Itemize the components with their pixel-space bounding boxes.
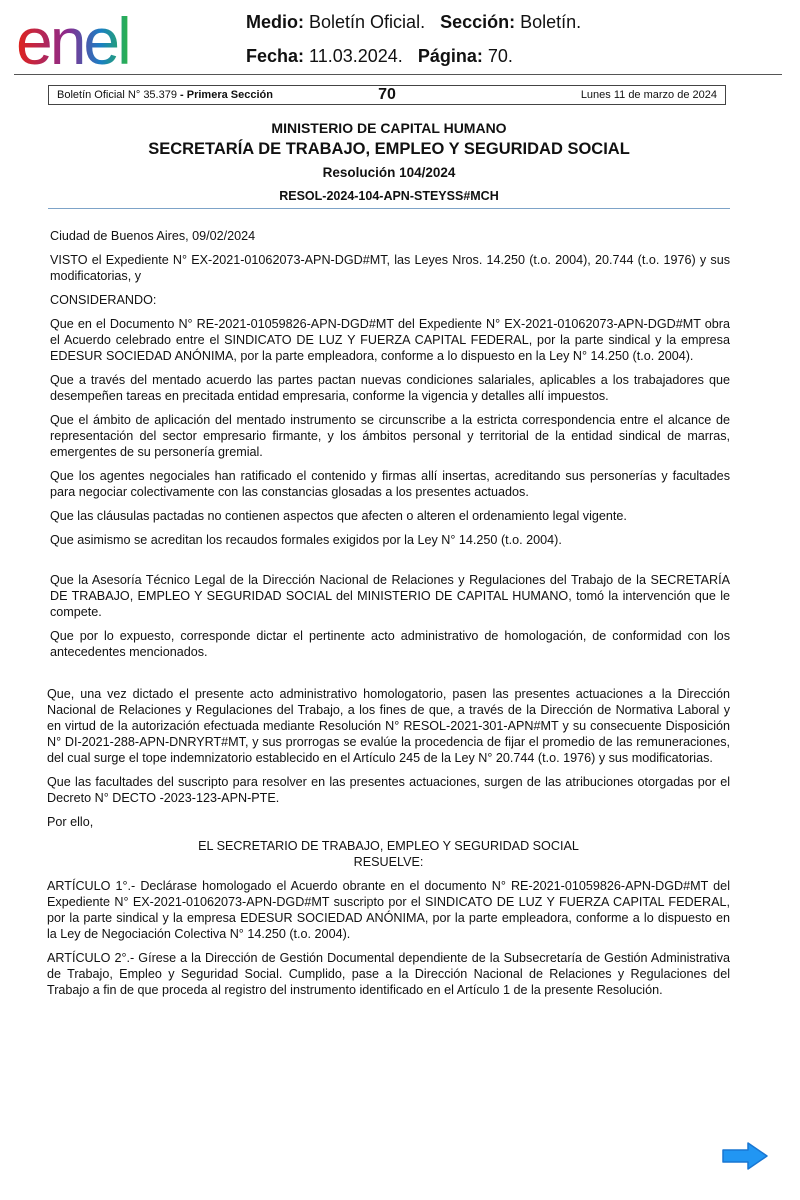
paragraph: Que las cláusulas pactadas no contienen aspectos que afecten o alteren el ordenamiento legal vigente. xyxy=(50,509,627,523)
paragraph: Que a través del mentado acuerdo las partes pactan nuevas condiciones salariales, aplicables a los trabajadores que desempeñen tareas en precitada entidad empresaria, conforme la vigencia y detalles allí impuestos. xyxy=(50,373,730,403)
article-2: ARTÍCULO 2°.- Gírese a la Dirección de Gestión Documental dependiente de la Subsecretaría de Gestión Administrativa de Trabajo, Empleo y Seguridad Social. Cumplido, pase a la Dirección Nacional de Relaciones y Regulaciones del Trabajo a fin de que proceda al registro del instrumento identificado en el Artículo 1 de la presente Resolución. xyxy=(47,951,730,997)
medio-value: Boletín Oficial. xyxy=(309,12,426,32)
header-divider xyxy=(14,74,782,75)
por-ello: Por ello, xyxy=(47,815,94,829)
article-1: ARTÍCULO 1°.- Declárase homologado el Acuerdo obrante en el documento N° RE-2021-01059826-APN-DGD#MT del Expediente N° EX-2021-01062073-APN-DGD#MT suscripto por el SINDICATO DE LUZ Y FUERZA CAPITAL FEDERAL, por la parte sindical y la empresa EDESUR SOCIEDAD ANÓNIMA, por la parte empleadora, conforme a lo dispuesto en la Ley de Negociación Colectiva N° 14.250 (t.o. 2004). xyxy=(47,879,730,941)
pagina-label: Página: xyxy=(417,46,483,66)
paragraph: Que, una vez dictado el presente acto administrativo homologatorio, pasen las presentes actuaciones a la Dirección Nacional de Relaciones y Regulaciones del Trabajo, a los fines de que, a través de la Dirección de Normativa Laboral y en virtud de la autorización efectuada mediante Resolución N° RESOL-2021-301-APN#MT y su consecuente Disposición N° DI-2021-288-APN-DNRYRT#MT, y sus prorrogas se evalúe la procedencia de fijar el promedio de las remuneraciones, del cual surge el tope indemnizatorio establecido en el Artículo 245 de la Ley N° 20.744 (t.o. 1976) y sus modificatorias. xyxy=(47,687,730,765)
resolution-code: RESOL-2024-104-APN-STEYSS#MCH xyxy=(279,189,499,203)
seccion-label: Sección: xyxy=(440,12,516,32)
pagina-value: 70. xyxy=(487,46,513,66)
paragraph: Que los agentes negociales han ratificado el contenido y firmas allí insertas, acreditando sus personerías y facultades para negociar colectivamente con las constancias glosadas a los presentes actuados. xyxy=(50,469,730,499)
resolution-body xyxy=(50,228,730,668)
paragraph: Que asimismo se acreditan los recaudos formales exigidos por la Ley N° 14.250 (t.o. 2004). xyxy=(50,533,562,547)
paragraph: Que por lo expuesto, corresponde dictar el pertinente acto administrativo de homologación, de conformidad con los antecedentes mencionados. xyxy=(50,629,730,659)
seccion-value: Boletín. xyxy=(520,12,582,32)
paragraph: Que la Asesoría Técnico Legal de la Dirección Nacional de Relaciones y Regulaciones del Trabajo de la SECRETARÍA DE TRABAJO, EMPLEO Y SEGURIDAD SOCIAL del MINISTERIO DE CAPITAL HUMANO, tomó la intervención que le compete. xyxy=(50,573,730,619)
enel-logo xyxy=(14,8,184,70)
considerando-heading: CONSIDERANDO: xyxy=(50,293,157,307)
fecha-value: 11.03.2024. xyxy=(309,46,403,66)
signer-title: EL SECRETARIO DE TRABAJO, EMPLEO Y SEGURIDAD SOCIAL xyxy=(198,839,579,853)
medio-label: Medio: xyxy=(246,12,304,32)
document-titles xyxy=(48,120,730,208)
place-date: Ciudad de Buenos Aires, 09/02/2024 xyxy=(50,229,256,243)
secretariat-title: SECRETARÍA DE TRABAJO, EMPLEO Y SEGURIDAD SOCIAL xyxy=(148,140,630,158)
header-meta xyxy=(246,12,581,80)
paragraph: Que en el Documento N° RE-2021-01059826-APN-DGD#MT del Expediente N° EX-2021-01062073-APN-DGD#MT obra el Acuerdo celebrado entre el SINDICATO DE LUZ Y FUERZA CAPITAL FEDERAL, por la parte sindical y la empresa EDESUR SOCIEDAD ANÓNIMA, por la parte empleadora, conforme a lo dispuesto en la Ley N° 14.250 (t.o. 2004). xyxy=(50,317,730,363)
resuelve-heading: RESUELVE: xyxy=(353,855,424,869)
arrow-right-icon[interactable] xyxy=(720,1140,770,1172)
resolution-title: Resolución 104/2024 xyxy=(322,165,456,180)
paragraph: Que el ámbito de aplicación del mentado instrumento se circunscribe a la estricta correspondencia entre el alcance de representación del sector empresario firmante, y los ámbitos personal y territorial de la entidad sindical de marras, emergentes de su personería gremial. xyxy=(50,413,730,459)
bulletin-page-number: 70 xyxy=(378,86,396,103)
fecha-label: Fecha: xyxy=(246,46,305,66)
paragraph: Que las facultades del suscripto para resolver en las presentes actuaciones, surgen de las atribuciones otorgadas por el Decreto N° DECTO -2023-123-APN-PTE. xyxy=(47,775,730,805)
title-divider xyxy=(48,208,730,209)
bulletin-bar xyxy=(48,85,726,105)
resolution-body-continued xyxy=(47,686,730,1006)
visto-paragraph: VISTO el Expediente N° EX-2021-01062073-APN-DGD#MT, las Leyes Nros. 14.250 (t.o. 2004), 20.744 (t.o. 1976) y sus modificatorias, y xyxy=(50,253,730,283)
logo-text: enel xyxy=(16,8,129,70)
ministry-title: MINISTERIO DE CAPITAL HUMANO xyxy=(271,120,507,136)
bulletin-issue: Boletín Oficial N° 35.379 - Primera Sección xyxy=(57,89,273,101)
bulletin-date: Lunes 11 de marzo de 2024 xyxy=(580,89,717,101)
